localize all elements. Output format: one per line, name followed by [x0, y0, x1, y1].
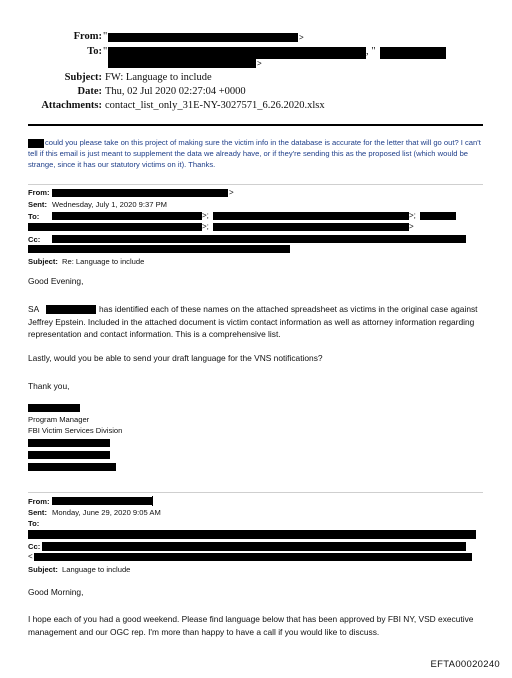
email2-to-label: To:: [28, 519, 40, 528]
email1-sent-value: Wednesday, July 1, 2020 9:37 PM: [52, 200, 167, 209]
redaction: [108, 33, 298, 42]
signature-title: Program Manager: [28, 415, 90, 424]
email2-from-label: From:: [28, 497, 50, 506]
from-quote: ": [103, 31, 108, 42]
email1-para1: has identified each of these names on the attached spreadsheet as victims in the original case against Jeffrey Epstein. Included in the attached document is victim contact information as well as attorney information regarding representation and contact information. This is a comprehensive list.: [28, 304, 478, 340]
email2-greeting: Good Morning,: [28, 587, 84, 597]
email1-sa: SA: [28, 304, 40, 314]
redaction: [213, 223, 409, 231]
redaction: [52, 189, 228, 197]
header-divider: [28, 124, 483, 126]
email1-sent-label: Sent:: [28, 200, 47, 209]
redaction: [28, 530, 476, 539]
redaction: [28, 404, 80, 412]
subject-value: FW: Language to include: [105, 72, 212, 83]
forward-note: could you please take on this project of making sure the victim info in the database is accurate for the letter that will go out? I can't tell if this email is just meant to supplement the data we already have, or if they're sending this as the proposed list (which would be strange, since it has our statutory victims on it). Thanks.: [28, 138, 481, 169]
email1-cc-label: Cc:: [28, 235, 41, 244]
to-bracket: >: [257, 59, 262, 68]
to-quote: ": [103, 46, 108, 57]
redaction: [34, 553, 472, 561]
signature-division: FBI Victim Services Division: [28, 426, 123, 435]
email2-subject-value: Language to include: [62, 565, 131, 574]
email1-subject-label: Subject:: [28, 257, 58, 266]
attachment-link[interactable]: contact_list_only_31E-NY-3027571_6.26.2020.xlsx: [105, 100, 325, 111]
email1-subject-value: Re: Language to include: [62, 257, 145, 266]
redaction: [420, 212, 456, 220]
email2-subject-label: Subject:: [28, 565, 58, 574]
redaction: [28, 245, 290, 253]
email1-to-sep: >: [409, 222, 414, 231]
subject-label: Subject:: [64, 72, 102, 83]
email2-cc-label: Cc:: [28, 542, 41, 551]
email1-thanks: Thank you,: [28, 381, 70, 391]
redaction: [42, 542, 466, 551]
redaction: [28, 451, 110, 459]
redaction: [28, 463, 116, 471]
redaction: [28, 223, 202, 231]
email1-to-sep: >;: [202, 211, 209, 220]
redaction: [108, 59, 256, 68]
redaction: [380, 47, 446, 59]
redaction: [52, 212, 202, 220]
redaction: [52, 497, 152, 505]
to-comma: , ": [366, 46, 376, 57]
date-label: Date:: [77, 86, 102, 97]
attachments-label: Attachments:: [41, 100, 102, 111]
redaction: [28, 439, 110, 447]
email1-to-sep: >;: [409, 211, 416, 220]
email2-sent-value: Monday, June 29, 2020 9:05 AM: [52, 508, 161, 517]
redaction: [108, 47, 366, 59]
email2-para1: I hope each of you had a good weekend. Please find language below that has been approved by FBI NY, VSD executive management and our OGC rep. I'm more than happy to have a call if you would like to discuss.: [28, 614, 474, 637]
email1-from-label: From:: [28, 188, 50, 197]
redaction: [52, 235, 466, 243]
email1-to-sep: >;: [202, 222, 209, 231]
document-id: EFTA00020240: [430, 659, 500, 670]
email2-sent-label: Sent:: [28, 508, 47, 517]
date-value: Thu, 02 Jul 2020 02:27:04 +0000: [105, 86, 246, 97]
to-label: To:: [87, 46, 102, 57]
from-bracket: >: [299, 33, 304, 42]
email2-divider: [28, 492, 483, 493]
email1-divider: [28, 184, 483, 185]
email1-para2: Lastly, would you be able to send your draft language for the VNS notifications?: [28, 353, 323, 363]
email2-cc-bracket: <: [28, 552, 33, 561]
from-label: From:: [73, 31, 102, 42]
redaction: [213, 212, 409, 220]
redaction-edge: [152, 496, 153, 506]
email1-greeting: Good Evening,: [28, 276, 84, 286]
email1-to-label: To:: [28, 212, 40, 221]
email1-from-bracket: >: [229, 188, 234, 197]
